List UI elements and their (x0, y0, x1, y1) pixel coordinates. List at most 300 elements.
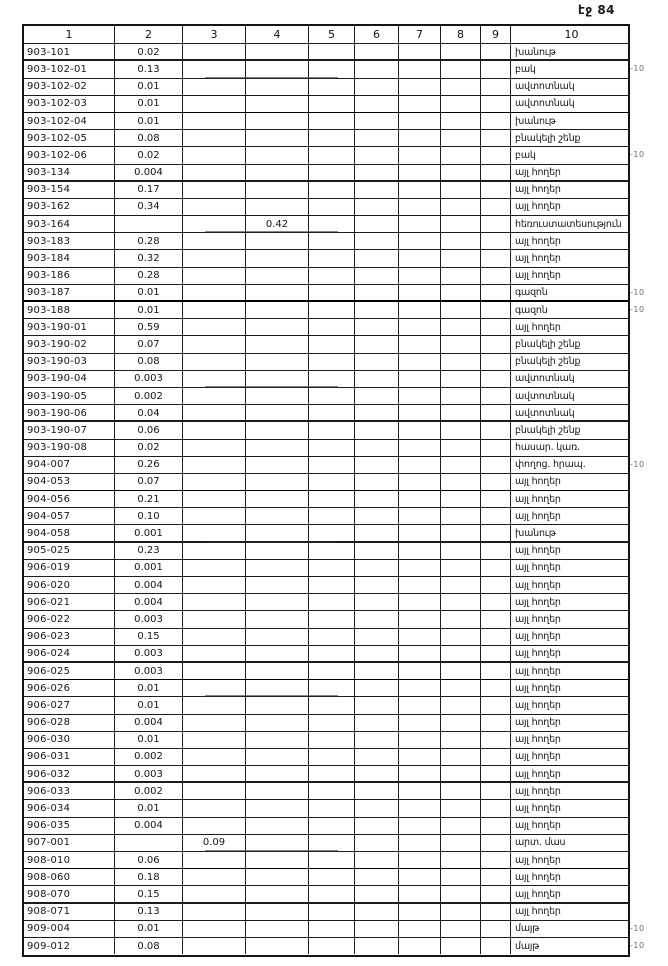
parcel-code-cell: 908-010 (27, 854, 71, 866)
empty-cell (308, 697, 354, 713)
area-value-cell: 0.07 (114, 474, 182, 490)
land-use-label-cell: այլ հողեր (510, 199, 632, 215)
empty-cell (480, 216, 510, 232)
empty-cell (308, 904, 354, 920)
area-value-cell: 0.08 (114, 130, 182, 146)
page-number-label: էջ 84 (578, 3, 616, 17)
table-header-row (24, 26, 628, 43)
empty-cell (398, 680, 440, 696)
empty-cell (354, 388, 398, 404)
empty-cell (440, 766, 480, 782)
empty-cell (245, 715, 308, 731)
parcel-code-cell: 903-190-02 (27, 338, 88, 350)
empty-cell (182, 869, 245, 885)
empty-cell (308, 577, 354, 593)
land-use-label-cell: այլ հողեր (510, 697, 632, 713)
empty-cell (440, 560, 480, 576)
empty-cell (480, 886, 510, 902)
empty-cell (182, 216, 245, 232)
empty-cell (480, 113, 510, 129)
empty-cell (308, 921, 354, 937)
empty-cell (182, 594, 245, 610)
empty-cell (182, 250, 245, 266)
empty-cell (354, 508, 398, 524)
empty-cell (308, 371, 354, 387)
empty-cell (398, 147, 440, 163)
empty-cell (440, 354, 480, 370)
table-row (24, 748, 628, 765)
empty-cell (182, 165, 245, 181)
empty-cell (308, 165, 354, 181)
empty-cell (398, 79, 440, 95)
empty-cell (480, 285, 510, 301)
empty-cell (398, 749, 440, 765)
empty-cell (480, 783, 510, 799)
margin-annotation: -10 (630, 940, 645, 950)
table-row (24, 507, 628, 524)
table-row (24, 59, 645, 77)
empty-cell (440, 199, 480, 215)
area-value-cell: 0.08 (114, 938, 182, 954)
area-value-cell: 0.01 (114, 79, 182, 95)
empty-cell (354, 165, 398, 181)
empty-cell (354, 560, 398, 576)
empty-cell (308, 302, 354, 318)
empty-cell (440, 577, 480, 593)
table-row (24, 731, 628, 748)
empty-cell (245, 199, 308, 215)
empty-cell (354, 577, 398, 593)
empty-cell (398, 869, 440, 885)
parcel-code-cell: 903-190-01 (27, 321, 88, 333)
empty-cell (398, 663, 440, 679)
land-use-label-cell: այլ հողեր (510, 474, 632, 490)
table-row (24, 43, 628, 60)
empty-cell (354, 766, 398, 782)
table-row (24, 456, 645, 473)
empty-cell (354, 697, 398, 713)
empty-cell (480, 800, 510, 816)
empty-cell (245, 886, 308, 902)
empty-cell (480, 818, 510, 834)
empty-cell (182, 938, 245, 954)
empty-cell (182, 336, 245, 352)
empty-cell (440, 319, 480, 335)
empty-cell (398, 130, 440, 146)
empty-cell (354, 336, 398, 352)
parcel-code-cell: 903-190-07 (27, 424, 88, 436)
empty-cell (308, 182, 354, 198)
parcel-code-cell: 906-025 (27, 665, 71, 677)
empty-cell (354, 680, 398, 696)
empty-cell (182, 886, 245, 902)
empty-cell (182, 800, 245, 816)
margin-annotation: -10 (630, 64, 645, 74)
empty-cell (398, 422, 440, 438)
empty-cell (440, 680, 480, 696)
empty-cell (308, 766, 354, 782)
land-use-label-cell: բնակելի շենք (510, 422, 632, 438)
empty-cell (245, 783, 308, 799)
empty-cell (308, 147, 354, 163)
empty-cell (398, 250, 440, 266)
empty-cell (440, 594, 480, 610)
parcel-code-cell: 903-102-06 (27, 149, 88, 161)
empty-cell (308, 525, 354, 541)
empty-cell (398, 611, 440, 627)
empty-cell (440, 508, 480, 524)
empty-cell (354, 302, 398, 318)
land-use-label-cell: այլ հողեր (510, 577, 632, 593)
parcel-code-cell: 906-034 (27, 803, 71, 815)
land-use-label-cell: այլ հողեր (510, 560, 632, 576)
empty-cell (440, 216, 480, 232)
table-row (24, 799, 628, 816)
empty-cell (440, 852, 480, 868)
column-header: 2 (114, 26, 182, 43)
empty-cell (354, 491, 398, 507)
empty-cell (182, 921, 245, 937)
empty-cell (354, 646, 398, 662)
empty-cell (398, 938, 440, 954)
empty-cell (245, 869, 308, 885)
empty-cell (398, 113, 440, 129)
empty-cell (308, 199, 354, 215)
area-value-cell: 0.01 (114, 800, 182, 816)
empty-cell (480, 835, 510, 851)
empty-cell (480, 44, 510, 60)
empty-cell (354, 354, 398, 370)
land-use-label-cell: մայթ (510, 921, 632, 937)
empty-cell (182, 319, 245, 335)
land-use-label-cell: այլ հողեր (510, 680, 632, 696)
empty-cell (480, 629, 510, 645)
empty-cell (354, 715, 398, 731)
empty-cell (245, 61, 308, 77)
empty-cell (440, 422, 480, 438)
empty-cell (440, 405, 480, 421)
empty-cell (354, 371, 398, 387)
empty-cell (480, 611, 510, 627)
table-row (24, 267, 628, 284)
empty-cell (480, 302, 510, 318)
empty-cell (480, 96, 510, 112)
area-value-cell: 0.13 (114, 904, 182, 920)
empty-cell (398, 904, 440, 920)
empty-cell (245, 680, 308, 696)
land-use-label-cell: այլ հողեր (510, 491, 632, 507)
table-row (24, 714, 628, 731)
empty-cell (480, 250, 510, 266)
area-value-cell: 0.07 (114, 336, 182, 352)
table-row (24, 164, 628, 181)
empty-cell (440, 388, 480, 404)
area-value-cell: 0.15 (114, 886, 182, 902)
empty-cell (182, 44, 245, 60)
land-use-label-cell: այլ հողեր (510, 646, 632, 662)
empty-cell (354, 629, 398, 645)
empty-cell (308, 749, 354, 765)
empty-cell (245, 79, 308, 95)
empty-cell (182, 732, 245, 748)
land-use-label-cell: բակ (510, 147, 632, 163)
area-value-cell: 0.10 (114, 508, 182, 524)
empty-cell (182, 491, 245, 507)
empty-cell (354, 61, 398, 77)
table-row (24, 387, 628, 404)
empty-cell (308, 663, 354, 679)
empty-cell (440, 130, 480, 146)
empty-cell (480, 732, 510, 748)
land-use-label-cell: այլ հողեր (510, 629, 632, 645)
parcel-code-cell: 903-162 (27, 201, 71, 213)
empty-cell (480, 543, 510, 559)
parcel-code-cell: 906-023 (27, 631, 71, 643)
empty-cell (440, 371, 480, 387)
land-use-label-cell: ավտոտնակ (510, 371, 632, 387)
table-row (24, 198, 628, 215)
empty-cell (182, 61, 245, 77)
empty-cell (182, 715, 245, 731)
empty-cell (440, 629, 480, 645)
area-value-cell: 0.01 (114, 302, 182, 318)
empty-cell (480, 422, 510, 438)
empty-cell (398, 508, 440, 524)
empty-cell (182, 130, 245, 146)
parcel-code-cell: 906-028 (27, 717, 71, 729)
area-value-cell: 0.59 (114, 319, 182, 335)
empty-cell (480, 268, 510, 284)
empty-cell (354, 457, 398, 473)
column-header: 4 (245, 26, 308, 43)
table-row (24, 112, 628, 129)
empty-cell (245, 354, 308, 370)
empty-cell (398, 715, 440, 731)
empty-cell (354, 182, 398, 198)
parcel-code-cell: 903-187 (27, 287, 71, 299)
empty-cell (182, 388, 245, 404)
empty-cell (480, 440, 510, 456)
land-use-label-cell: այլ հողեր (510, 250, 632, 266)
land-use-label-cell: այլ հողեր (510, 749, 632, 765)
parcel-code-cell: 905-025 (27, 545, 71, 557)
area-value-cell: 0.26 (114, 457, 182, 473)
area-value-cell: 0.004 (114, 577, 182, 593)
margin-annotation: -10 (630, 923, 645, 933)
area-value-cell: 0.04 (114, 405, 182, 421)
table-row (24, 439, 628, 456)
column-header: 6 (354, 26, 398, 43)
parcel-code-cell: 909-012 (27, 940, 71, 952)
empty-cell (440, 818, 480, 834)
empty-cell (245, 525, 308, 541)
empty-cell (245, 818, 308, 834)
parcel-code-cell: 903-102-03 (27, 98, 88, 110)
area-value-cell: 0.004 (114, 715, 182, 731)
table-row (24, 559, 628, 576)
area-value-cell: 0.003 (114, 371, 182, 387)
empty-cell (308, 646, 354, 662)
table-row (24, 249, 628, 266)
empty-cell (354, 783, 398, 799)
area-value-cell: 0.01 (114, 921, 182, 937)
land-use-label-cell: այլ հողեր (510, 268, 632, 284)
land-register-table (22, 24, 645, 957)
empty-cell (308, 800, 354, 816)
empty-cell (398, 199, 440, 215)
table-row (24, 370, 628, 387)
empty-cell (308, 869, 354, 885)
empty-cell (398, 921, 440, 937)
area-value-cell: 0.13 (114, 61, 182, 77)
empty-cell (480, 457, 510, 473)
empty-cell (480, 646, 510, 662)
empty-cell (245, 508, 308, 524)
empty-cell (440, 44, 480, 60)
empty-cell (440, 904, 480, 920)
empty-cell (398, 594, 440, 610)
table-row (24, 834, 628, 851)
empty-cell (308, 61, 354, 77)
empty-cell (480, 371, 510, 387)
empty-cell (182, 113, 245, 129)
empty-cell (440, 543, 480, 559)
table-row (24, 335, 628, 352)
parcel-code-cell: 906-030 (27, 734, 71, 746)
empty-cell (308, 611, 354, 627)
empty-cell (308, 250, 354, 266)
empty-cell (480, 680, 510, 696)
empty-cell (440, 336, 480, 352)
empty-cell (245, 405, 308, 421)
area-value-cell: 0.42 (245, 216, 308, 232)
empty-cell (354, 938, 398, 954)
empty-cell (308, 835, 354, 851)
empty-cell (182, 457, 245, 473)
empty-cell (245, 302, 308, 318)
empty-cell (182, 646, 245, 662)
table-row (24, 300, 645, 318)
empty-cell (245, 594, 308, 610)
empty-cell (182, 783, 245, 799)
empty-cell (440, 233, 480, 249)
land-use-label-cell: հասար. կառ. (510, 440, 632, 456)
empty-cell (182, 233, 245, 249)
empty-cell (440, 732, 480, 748)
table-row (24, 180, 628, 198)
area-value-cell: 0.001 (114, 525, 182, 541)
empty-cell (440, 79, 480, 95)
land-use-label-cell: այլ հողեր (510, 766, 632, 782)
empty-cell (398, 44, 440, 60)
land-use-label-cell: ավտոտնակ (510, 96, 632, 112)
empty-cell (308, 732, 354, 748)
empty-cell (398, 405, 440, 421)
parcel-code-cell: 906-024 (27, 648, 71, 660)
table-row (24, 404, 628, 421)
empty-cell (182, 474, 245, 490)
empty-cell (480, 560, 510, 576)
parcel-code-cell: 903-134 (27, 167, 71, 179)
area-value-cell: 0.004 (114, 165, 182, 181)
empty-cell (440, 302, 480, 318)
area-value-cell: 0.17 (114, 182, 182, 198)
parcel-code-cell: 906-021 (27, 596, 71, 608)
empty-cell (182, 904, 245, 920)
empty-cell (440, 611, 480, 627)
empty-cell (440, 921, 480, 937)
empty-cell (440, 285, 480, 301)
empty-cell (354, 440, 398, 456)
empty-cell (480, 491, 510, 507)
empty-cell (308, 44, 354, 60)
land-use-label-cell: այլ հողեր (510, 594, 632, 610)
empty-cell (440, 835, 480, 851)
area-value-cell: 0.02 (114, 44, 182, 60)
parcel-code-cell: 903-164 (27, 218, 71, 230)
table-row (24, 284, 645, 301)
empty-cell (354, 818, 398, 834)
empty-cell (480, 904, 510, 920)
empty-cell (245, 835, 308, 851)
parcel-code-cell: 906-033 (27, 785, 71, 797)
parcel-code-cell: 906-032 (27, 768, 71, 780)
empty-cell (308, 594, 354, 610)
land-use-label-cell: այլ հողեր (510, 715, 632, 731)
empty-cell (398, 440, 440, 456)
empty-cell (354, 835, 398, 851)
empty-cell (182, 852, 245, 868)
empty-cell (114, 835, 182, 851)
empty-cell (398, 165, 440, 181)
empty-cell (245, 250, 308, 266)
empty-cell (182, 79, 245, 95)
empty-cell (354, 79, 398, 95)
area-value-cell: 0.23 (114, 543, 182, 559)
empty-cell (440, 869, 480, 885)
area-value-cell: 0.32 (114, 250, 182, 266)
empty-cell (354, 525, 398, 541)
table-row (24, 645, 628, 662)
empty-cell (440, 800, 480, 816)
empty-cell (440, 646, 480, 662)
empty-cell (354, 611, 398, 627)
land-use-label-cell: բնակելի շենք (510, 130, 632, 146)
empty-cell (182, 663, 245, 679)
empty-cell (308, 354, 354, 370)
empty-cell (440, 697, 480, 713)
empty-cell (354, 422, 398, 438)
land-use-label-cell: այլ հողեր (510, 543, 632, 559)
empty-cell (354, 199, 398, 215)
empty-cell (182, 818, 245, 834)
parcel-code-cell: 904-057 (27, 510, 71, 522)
empty-cell (182, 560, 245, 576)
empty-cell (182, 96, 245, 112)
empty-cell (480, 354, 510, 370)
empty-cell (398, 525, 440, 541)
parcel-code-cell: 903-190-05 (27, 390, 88, 402)
column-header: 1 (65, 28, 73, 42)
empty-cell (245, 938, 308, 954)
land-use-label-cell: բակ (510, 61, 632, 77)
empty-cell (440, 457, 480, 473)
empty-cell (182, 680, 245, 696)
area-value-cell: 0.002 (114, 783, 182, 799)
column-header: 5 (308, 26, 354, 43)
land-use-label-cell: ավտոտնակ (510, 388, 632, 404)
empty-cell (245, 629, 308, 645)
